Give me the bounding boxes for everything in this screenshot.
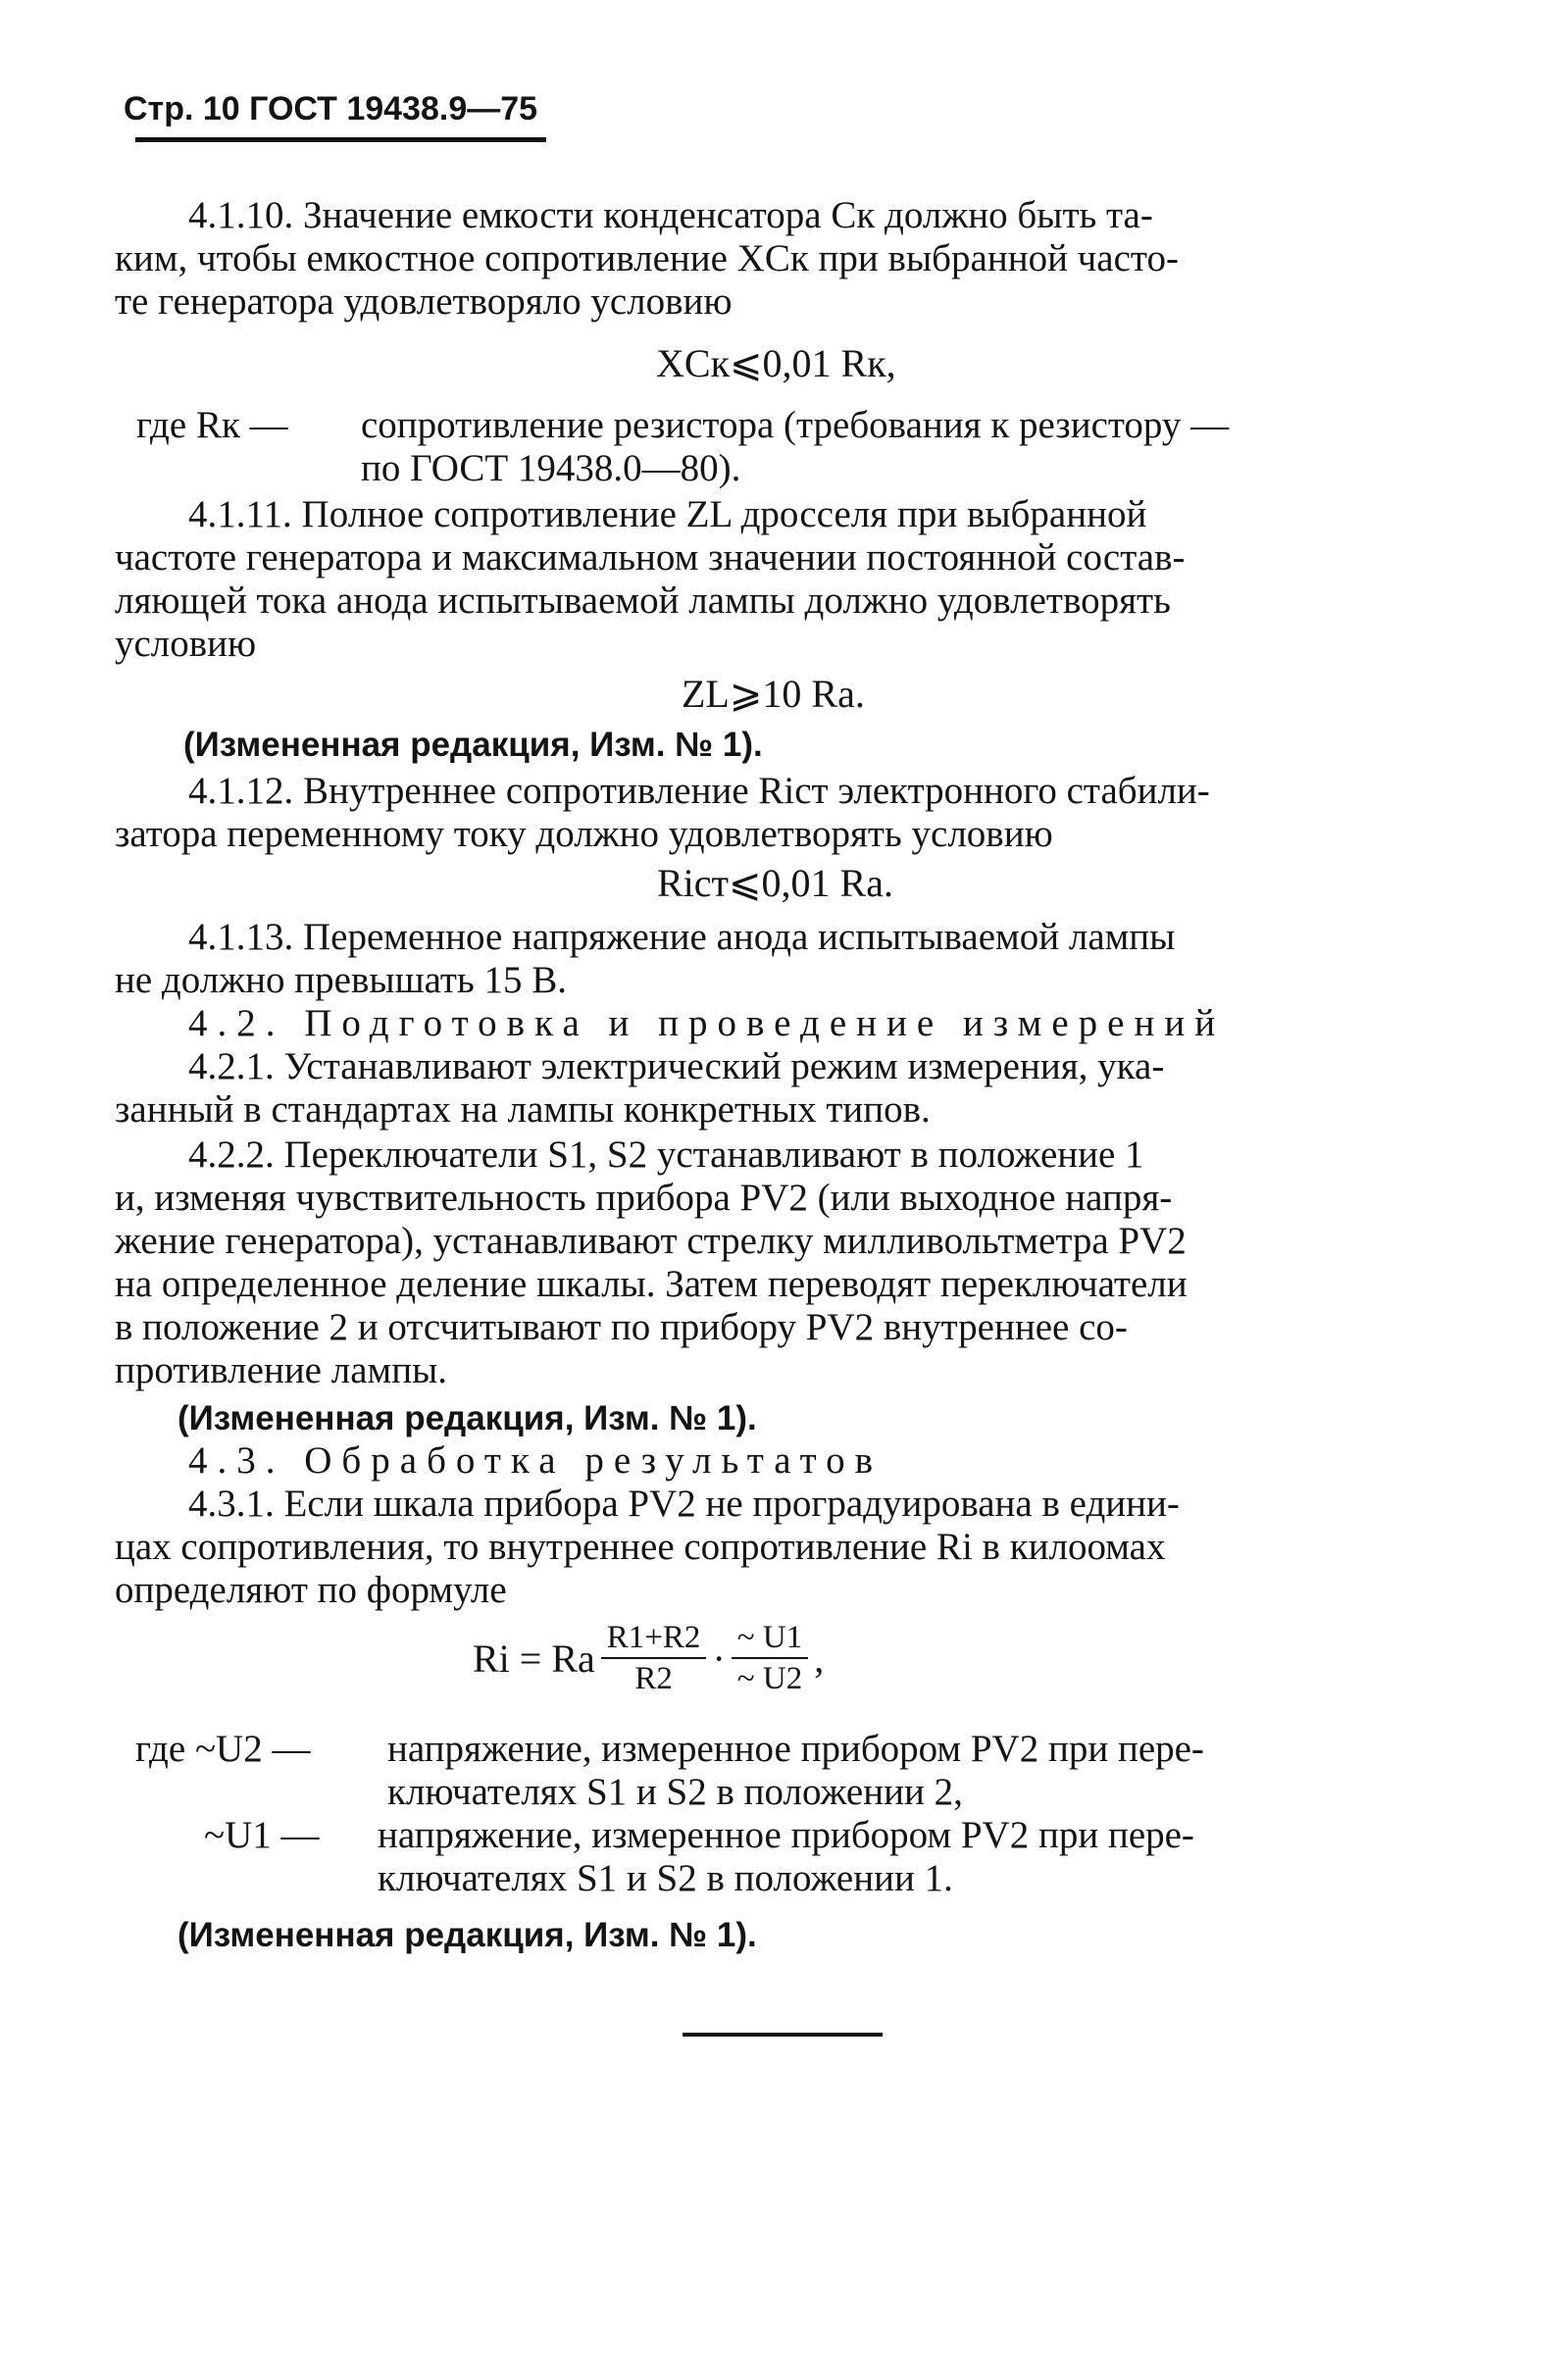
p4110-where-line2: по ГОСТ 19438.0—80).	[361, 447, 741, 489]
p4113-line1: 4.1.13. Переменное напряжение анода испытываемой лампы	[188, 916, 1176, 958]
fraction-voltages-denominator: ~ U2	[736, 1661, 803, 1696]
p422-line6: противление лампы.	[115, 1349, 448, 1391]
p422-line2: и, изменяя чувствительность прибора PV2 (или выходное напря-	[115, 1177, 1173, 1219]
p431-where1-label: где ~U2 —	[135, 1728, 311, 1770]
amendment-note-3: (Измененная редакция, Изм. № 1).	[177, 1916, 757, 1954]
section-heading-4-2: 4.2. Подготовка и проведение измерений	[188, 1002, 1226, 1044]
p4110-where-line1: сопротивление резистора (требования к резистору —	[361, 404, 1230, 446]
p421-line1: 4.2.1. Устанавливают электрический режим измерения, ука-	[188, 1045, 1165, 1087]
formula-zl: ZL⩾10 Rа.	[682, 672, 865, 716]
running-header: Стр. 10 ГОСТ 19438.9—75	[124, 90, 538, 127]
p4110-line1: 4.1.10. Значение емкости конденсатора Cк должно быть та-	[188, 194, 1153, 236]
p431-line1: 4.3.1. Если шкала прибора PV2 не проградуирована в едини-	[188, 1483, 1180, 1525]
p431-line3: определяют по формуле	[115, 1569, 507, 1611]
p431-where2-line2: ключателях S1 и S2 в положении 1.	[378, 1857, 953, 1899]
p421-line2: занный в стандартах на лампы конкретных типов.	[115, 1088, 931, 1131]
p4113-line2: не должно превышать 15 В.	[115, 959, 568, 1001]
p422-line1: 4.2.2. Переключатели S1, S2 устанавливают в положение 1	[188, 1134, 1144, 1176]
p4111-line1: 4.1.11. Полное сопротивление ZL дросселя при выбранной	[188, 493, 1147, 535]
formula-ri	[473, 1618, 824, 1698]
fraction-voltages	[732, 1618, 808, 1698]
p4112-line2: затора переменному току должно удовлетворять условию	[115, 813, 1053, 855]
p4110-line2: ким, чтобы емкостное сопротивление XCк при выбранной часто-	[115, 237, 1179, 279]
p422-line4: на определенное деление шкалы. Затем переводят переключатели	[115, 1263, 1188, 1305]
formula-ri-lhs: Ri = Ra	[473, 1636, 595, 1681]
amendment-note-1: (Измененная редакция, Изм. № 1).	[183, 726, 763, 764]
formula-rict: Ricт⩽0,01 Rа.	[657, 861, 893, 905]
formula-ri-dot: ·	[712, 1636, 726, 1681]
fraction-voltages-numerator: ~ U1	[732, 1618, 808, 1659]
fraction-resistors-numerator: R1+R2	[601, 1618, 707, 1659]
formula-xck: XCк⩽0,01 Rк,	[656, 341, 896, 385]
fraction-resistors	[601, 1618, 707, 1698]
p431-where1-line2: ключателях S1 и S2 в положении 2,	[387, 1771, 963, 1813]
p422-line3: жение генератора), устанавливают стрелку милливольтметра PV2	[115, 1220, 1187, 1262]
amendment-note-2: (Измененная редакция, Изм. № 1).	[177, 1399, 757, 1437]
p4112-line1: 4.1.12. Внутреннее сопротивление Ricт электронного стабили-	[188, 770, 1210, 812]
p4110-line3: те генератора удовлетворяло условию	[115, 280, 733, 323]
p4111-line3: ляющей тока анода испытываемой лампы должно удовлетворять	[115, 579, 1171, 622]
p4111-line4: условию	[115, 623, 257, 665]
p422-line5: в положение 2 и отсчитывают по прибору PV2 внутреннее со-	[115, 1306, 1128, 1348]
section-heading-4-3: 4.3. Обработка результатов	[188, 1439, 884, 1482]
p431-where2-label: ~U1 —	[204, 1814, 320, 1856]
p431-where1-line1: напряжение, измеренное прибором PV2 при пере-	[387, 1728, 1204, 1770]
p4110-where-label: где Rк —	[136, 404, 288, 446]
p431-where2-line1: напряжение, измеренное прибором PV2 при пере-	[378, 1814, 1194, 1856]
header-rule	[135, 137, 546, 142]
formula-ri-tail: ,	[814, 1636, 825, 1681]
end-rule	[683, 2033, 883, 2037]
p431-line2: цах сопротивления, то внутреннее сопротивление Ri в килоомах	[115, 1526, 1166, 1568]
fraction-resistors-denominator: R2	[634, 1661, 673, 1696]
p4111-line2: частоте генератора и максимальном значении постоянной состав-	[115, 536, 1186, 579]
